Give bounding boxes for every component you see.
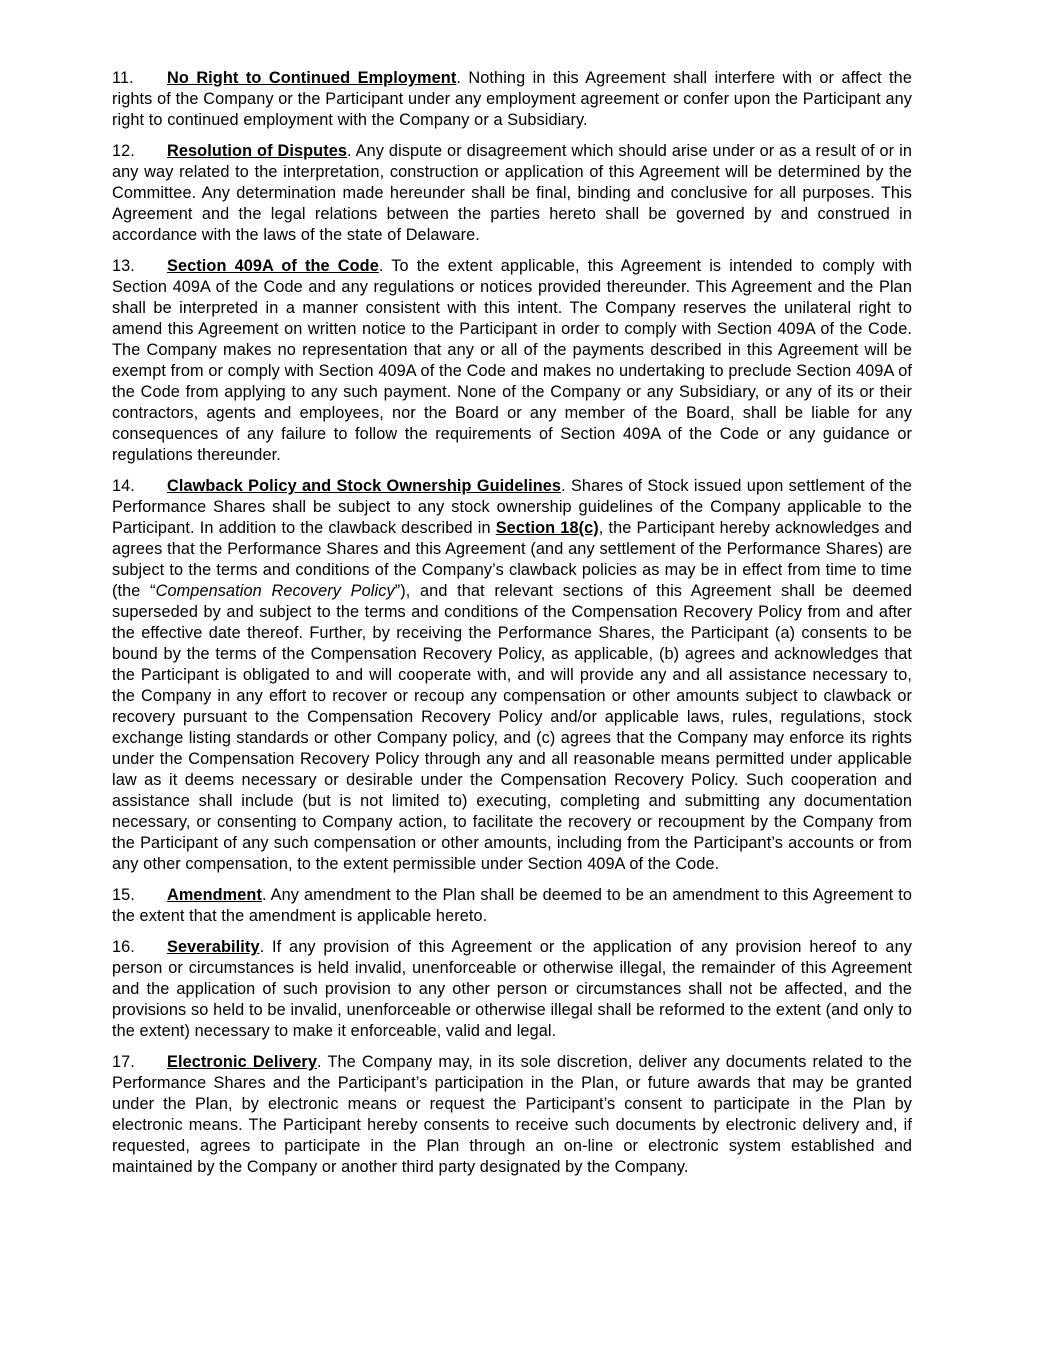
section-number: 16. [112,938,135,956]
section-paragraph-17 [112,1052,912,1178]
text-run: . The Company may, in its sole discretion, deliver any documents related to the Performance Shares and the Participant’s participation in the Plan, or future awards that may be granted under the Plan, by electronic means or request the Participant’s consent to participate in the Plan by electronic means. The Participant hereby consents to receive such documents by electronic delivery and, if requested, agrees to participate in the Plan through an on-line or electronic system established and maintained by the Company or another third party designated by the Company. [112,1053,912,1176]
section-number: 13. [112,257,135,275]
section-paragraph-12 [112,141,912,246]
section-paragraph-16 [112,937,912,1042]
section-number: 12. [112,142,135,160]
section-paragraph-14 [112,476,912,875]
section-heading: Severability [167,938,260,956]
text-run: . If any provision of this Agreement or the application of any provision hereof to any person or circumstances is held invalid, unenforceable or otherwise illegal, the remainder of this Agreement and the application of such provision to any other person or circumstances shall not be affected, and the provisions so held to be invalid, unenforceable or otherwise illegal shall be reformed to the extent (and only to the extent) necessary to make it enforceable, valid and legal. [112,938,912,1040]
section-heading: Section 409A of the Code [167,257,379,275]
section-number: 14. [112,477,135,495]
text-run: . Nothing in this Agreement shall interfere with or affect the rights of the Company or the Participant under any employment agreement or confer upon the Participant any right to continued employment with the Company or a Subsidiary. [112,69,912,129]
section-heading: Electronic Delivery [167,1053,317,1071]
text-run: . Any amendment to the Plan shall be deemed to be an amendment to this Agreement to the extent that the amendment is applicable hereto. [112,886,912,925]
section-number: 15. [112,886,135,904]
text-run: . Any dispute or disagreement which should arise under or as a result of or in any way related to the interpretation, construction or application of this Agreement will be determined by the Committee. Any determination made hereunder shall be final, binding and conclusive for all purposes. This Agreement and the legal relations between the parties hereto shall be governed by and construed in accordance with the laws of the state of Delaware. [112,142,912,244]
section-paragraph-11 [112,68,912,131]
section-heading: Clawback Policy and Stock Ownership Guidelines [167,477,562,495]
text-run: , the Participant hereby acknowledges and agrees that the Performance Shares and this Agreement (and any settlement of the Performance Shares) are subject to the terms and conditions of the Company’s clawback policies as may be in effect from time to time (the “ [112,519,912,600]
section-paragraph-13 [112,256,912,466]
text-run: . Shares of Stock issued upon settlement of the Performance Shares shall be subject to any stock ownership guidelines of the Company applicable to the Participant. In addition to the clawback described in [112,477,912,537]
section-heading: Resolution of Disputes [167,142,348,160]
text-run: Section 18(c) [495,519,599,537]
text-run: ”), and that relevant sections of this Agreement shall be deemed superseded by and subject to the terms and conditions of the Compensation Recovery Policy from and after the effective date thereof. Further, by receiving the Performance Shares, the Participant (a) consents to be bound by the terms of the Compensation Recovery Policy, as applicable, (b) agrees and acknowledges that the Participant is obligated to and will cooperate with, and will provide any and all assistance necessary to, the Company in any effort to recover or recoup any compensation or other amounts subject to clawback or recovery pursuant to the Compensation Recovery Policy and/or applicable laws, rules, regulations, stock exchange listing standards or other Company policy, and (c) agrees that the Company may enforce its rights under the Compensation Recovery Policy through any and all reasonable means permitted under applicable law as it deems necessary or desirable under the Compensation Recovery Policy. Such cooperation and assistance shall include (but is not limited to) executing, completing and submitting any documentation necessary, or consenting to Company action, to facilitate the recovery or recoupment by the Company from the Participant of any such compensation or other amounts, including from the Participant’s accounts or from any other compensation, to the extent permissible under Section 409A of the Code. [112,582,912,873]
section-paragraph-15 [112,885,912,927]
section-heading: Amendment [167,886,262,904]
section-number: 17. [112,1053,135,1071]
section-number: 11. [112,69,134,87]
text-run: . To the extent applicable, this Agreement is intended to comply with Section 409A of the Code and any regulations or notices provided thereunder. This Agreement and the Plan shall be interpreted in a manner consistent with this intent. The Company reserves the unilateral right to amend this Agreement on written notice to the Participant in order to comply with Section 409A of the Code. The Company makes no representation that any or all of the payments described in this Agreement will be exempt from or comply with Section 409A of the Code and makes no undertaking to preclude Section 409A of the Code from applying to any such payment. None of the Company or any Subsidiary, or any of its or their contractors, agents and employees, nor the Board or any member of the Board, shall be liable for any consequences of any failure to follow the requirements of Section 409A of the Code or any guidance or regulations thereunder. [112,257,912,464]
section-heading: No Right to Continued Employment [167,69,457,87]
text-run: Compensation Recovery Policy [155,582,395,600]
document-body [112,68,912,1178]
